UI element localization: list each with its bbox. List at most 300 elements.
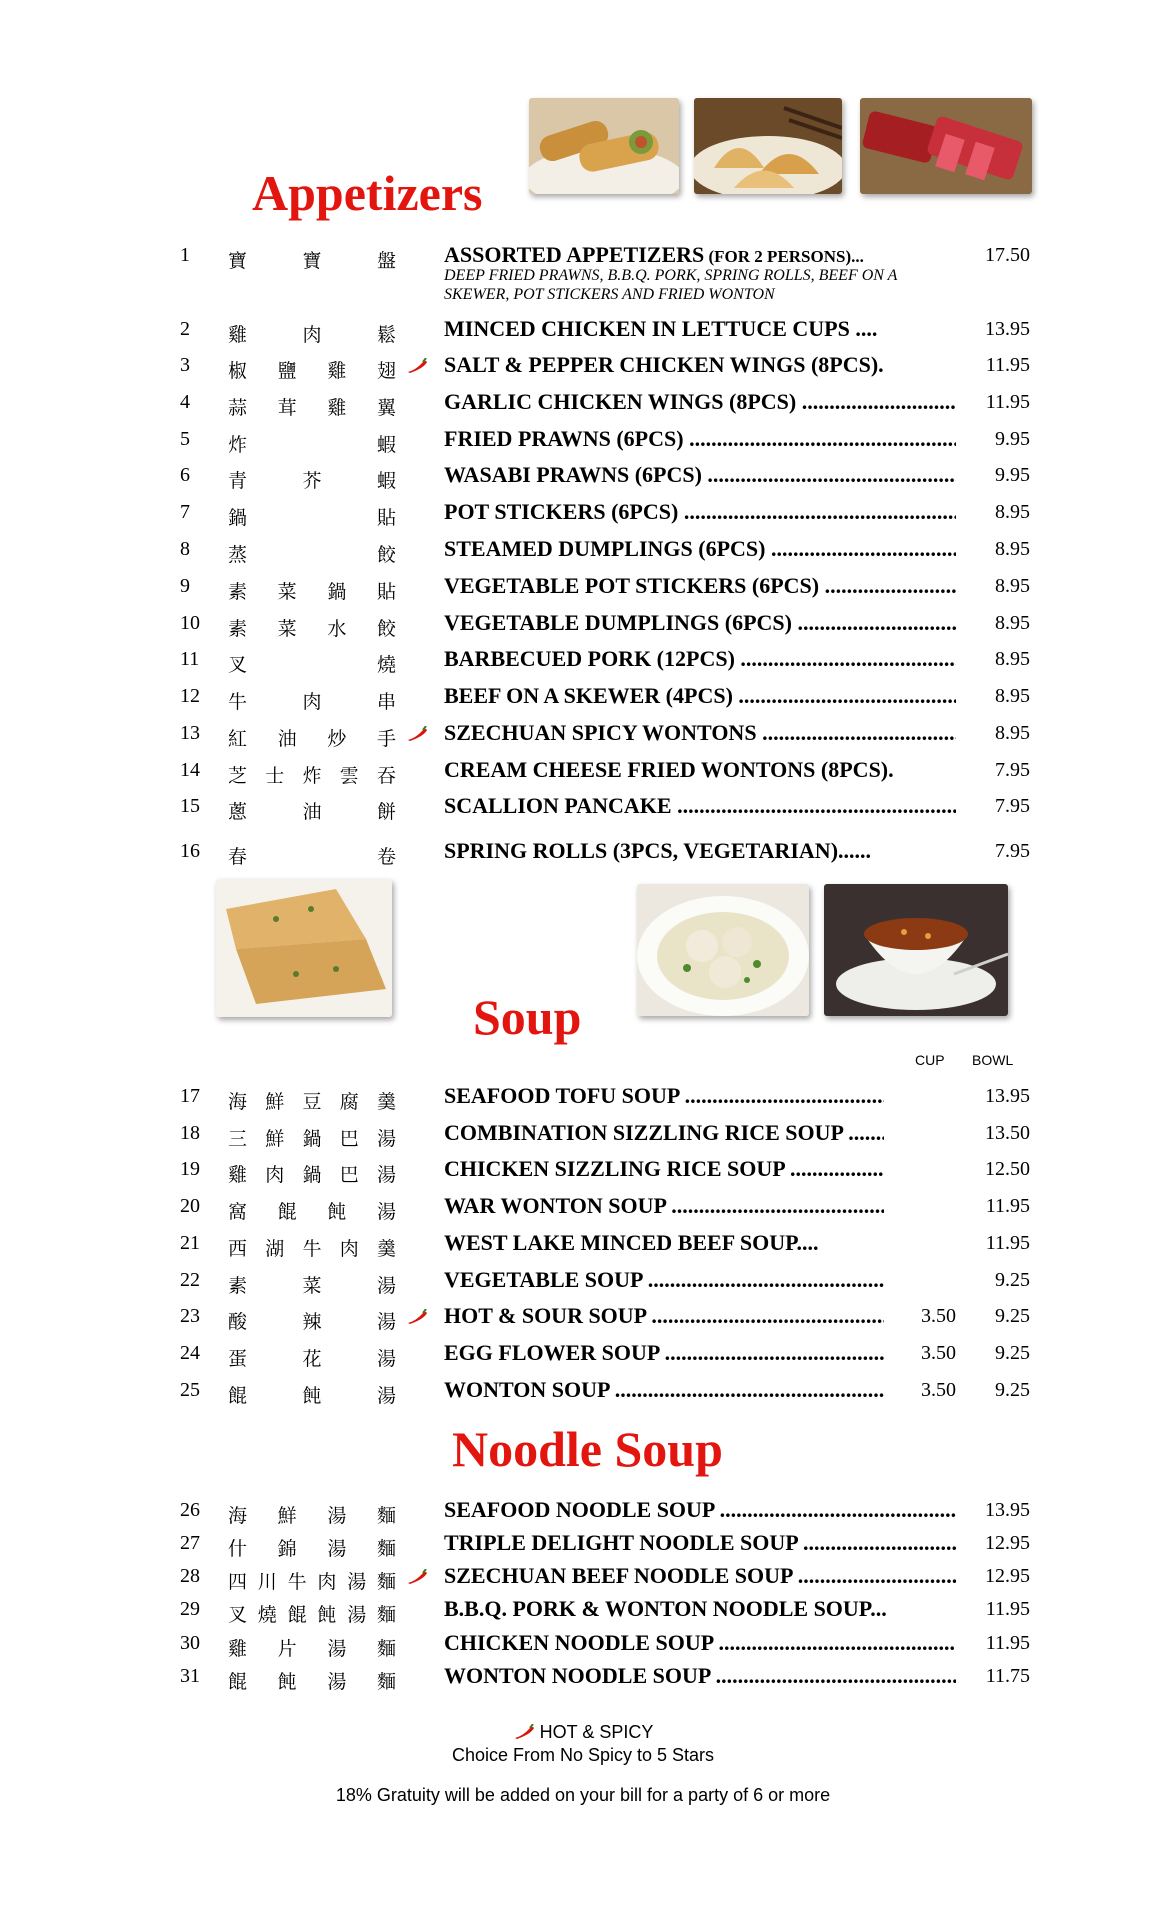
chinese-character: 窩	[228, 1201, 248, 1223]
chinese-name	[228, 1197, 396, 1224]
item-price: 9.25	[995, 1379, 1030, 1401]
chinese-character: 炸	[302, 765, 322, 787]
cup-price: 3.50	[921, 1342, 956, 1364]
item-number: 17	[180, 1085, 200, 1107]
item-name-text: SALT & PEPPER CHICKEN WINGS (8PCS).	[444, 352, 884, 377]
chinese-character: 湯	[327, 1505, 347, 1527]
menu-item-row	[180, 1530, 1030, 1564]
item-name	[444, 793, 956, 819]
chinese-character: 巴	[339, 1164, 359, 1186]
item-number: 14	[180, 759, 200, 781]
chinese-character: 湯	[376, 1311, 396, 1333]
menu-item-row	[180, 426, 1030, 460]
item-name	[444, 499, 956, 525]
chinese-character: 飩	[277, 1671, 297, 1693]
item-name	[444, 757, 956, 783]
item-name-text: EGG FLOWER SOUP	[444, 1340, 660, 1365]
item-price: 7.95	[995, 840, 1030, 862]
item-number: 25	[180, 1379, 200, 1401]
chinese-character: 餛	[287, 1604, 307, 1626]
menu-item-row	[180, 1120, 1030, 1154]
menu-item-row	[180, 573, 1030, 607]
chinese-character: 西	[228, 1238, 248, 1260]
chinese-character: 錦	[277, 1538, 297, 1560]
item-name	[444, 1340, 884, 1366]
chinese-character: 湯	[376, 1164, 396, 1186]
chinese-name	[228, 1307, 396, 1334]
item-name	[444, 646, 956, 672]
item-number: 22	[180, 1269, 200, 1291]
item-name	[444, 389, 956, 415]
menu-item-row	[180, 462, 1030, 496]
chinese-character: 叉	[228, 654, 248, 676]
chinese-character: 酸	[228, 1311, 248, 1333]
item-description: DEEP FRIED PRAWNS, B.B.Q. PORK, SPRING ROLLS, BEEF ON A SKEWER, POT STICKERS AND FRIED WONTON	[444, 267, 898, 303]
chinese-character: 鹽	[277, 360, 297, 382]
menu-item-row	[180, 536, 1030, 570]
chinese-character: 菜	[302, 1275, 322, 1297]
item-price: 9.95	[995, 428, 1030, 450]
menu-item-row	[180, 1663, 1030, 1697]
bowl-column-header: BOWL	[972, 1052, 1014, 1068]
menu-item-row	[180, 316, 1030, 350]
chinese-character: 巴	[339, 1128, 359, 1150]
chinese-character: 寶	[228, 250, 248, 272]
menu-item-row	[180, 1230, 1030, 1264]
item-name-text: VEGETABLE POT STICKERS (6PCS)	[444, 573, 820, 598]
chinese-name	[228, 650, 396, 677]
menu-item-row	[180, 242, 1030, 303]
chinese-character: 餃	[376, 544, 396, 566]
chinese-character: 芝	[228, 765, 248, 787]
chinese-character: 鍋	[327, 581, 347, 603]
cup-price: 3.50	[921, 1379, 956, 1401]
item-name-text: SZECHUAN BEEF NOODLE SOUP	[444, 1563, 793, 1588]
item-number: 29	[180, 1598, 200, 1620]
item-number: 6	[180, 464, 190, 486]
chinese-character: 肉	[317, 1571, 337, 1593]
chinese-character: 飩	[317, 1604, 337, 1626]
menu-item-row	[180, 352, 1030, 386]
menu-item-row	[180, 1596, 1030, 1630]
chinese-character: 蒜	[228, 397, 248, 419]
menu-item-row	[180, 1303, 1030, 1337]
chinese-character: 蛋	[228, 1348, 248, 1370]
item-number: 8	[180, 538, 190, 560]
chinese-character: 雞	[228, 1164, 248, 1186]
item-name	[444, 1663, 956, 1689]
chinese-character: 餛	[228, 1671, 248, 1693]
item-number: 16	[180, 840, 200, 862]
chinese-name	[228, 356, 396, 383]
chinese-character: 牛	[302, 1238, 322, 1260]
chinese-name	[228, 430, 396, 457]
item-name-text: SCALLION PANCAKE	[444, 793, 672, 818]
chinese-character: 麵	[376, 1638, 396, 1660]
chinese-character: 燒	[257, 1604, 277, 1626]
item-price: 13.95	[985, 318, 1030, 340]
chinese-name	[228, 1124, 396, 1151]
chinese-name	[228, 1234, 396, 1261]
chinese-character: 鮮	[277, 1505, 297, 1527]
item-name-text: GARLIC CHICKEN WINGS (8PCS)	[444, 389, 797, 414]
item-number: 23	[180, 1305, 200, 1327]
item-price: 8.95	[995, 722, 1030, 744]
chinese-character: 春	[228, 846, 248, 868]
item-name-text: WASABI PRAWNS (6PCS)	[444, 462, 702, 487]
chinese-character: 翅	[376, 360, 396, 382]
item-number: 20	[180, 1195, 200, 1217]
chinese-character: 貼	[376, 507, 396, 529]
item-number: 2	[180, 318, 190, 340]
item-name	[444, 1156, 884, 1182]
chinese-name	[228, 724, 396, 751]
item-price: 11.95	[985, 391, 1030, 413]
chinese-character: 士	[265, 765, 285, 787]
chinese-character: 鮮	[265, 1091, 285, 1113]
chinese-character: 蔥	[228, 801, 248, 823]
gratuity-note: 18% Gratuity will be added on your bill for a party of 6 or more	[335, 1785, 831, 1805]
item-name-text: BARBECUED PORK (12PCS)	[444, 646, 735, 671]
chinese-character: 素	[228, 581, 248, 603]
item-price: 7.95	[995, 795, 1030, 817]
item-name	[444, 1563, 956, 1589]
chinese-character: 湯	[327, 1538, 347, 1560]
chinese-character: 麵	[376, 1604, 396, 1626]
chinese-name	[228, 687, 396, 714]
chinese-character: 鍋	[228, 507, 248, 529]
chinese-name	[228, 614, 396, 641]
chinese-character: 鮮	[265, 1128, 285, 1150]
chinese-character: 羹	[376, 1238, 396, 1260]
chinese-character: 牛	[228, 691, 248, 713]
chinese-character: 餛	[277, 1201, 297, 1223]
chinese-name	[228, 1634, 396, 1661]
chinese-character: 肉	[302, 691, 322, 713]
item-price: 12.95	[985, 1532, 1030, 1554]
chinese-character: 素	[228, 1275, 248, 1297]
item-price: 9.25	[995, 1269, 1030, 1291]
menu-item-row	[180, 610, 1030, 644]
chinese-character: 片	[277, 1638, 297, 1660]
item-name	[444, 1120, 884, 1146]
item-name-text: MINCED CHICKEN IN LETTUCE CUPS ....	[444, 316, 878, 341]
chinese-character: 湯	[376, 1385, 396, 1407]
chinese-character: 肉	[339, 1238, 359, 1260]
chinese-name	[228, 797, 396, 824]
item-name	[444, 1530, 956, 1556]
chinese-character: 羹	[376, 1091, 396, 1113]
item-name-text: BEEF ON A SKEWER (4PCS)	[444, 683, 733, 708]
chinese-character: 鍋	[302, 1128, 322, 1150]
chinese-name	[228, 761, 396, 788]
menu-item-row	[180, 1193, 1030, 1227]
hot-spicy-label: HOT & SPICY	[539, 1722, 654, 1742]
chinese-character: 盤	[376, 250, 396, 272]
chili-pepper-icon	[406, 1569, 428, 1585]
item-name-text: B.B.Q. PORK & WONTON NOODLE SOUP...	[444, 1596, 887, 1621]
item-name	[444, 1083, 884, 1109]
menu-item-row	[180, 1630, 1030, 1664]
menu-item-row	[180, 793, 1030, 827]
item-number: 31	[180, 1665, 200, 1687]
item-name-text: WONTON NOODLE SOUP	[444, 1663, 711, 1688]
chinese-character: 翼	[376, 397, 396, 419]
chinese-character: 椒	[228, 360, 248, 382]
item-name	[444, 1630, 956, 1656]
chinese-character: 卷	[376, 846, 396, 868]
item-name	[444, 1193, 884, 1219]
menu-item-row	[180, 389, 1030, 423]
chinese-name	[228, 1344, 396, 1371]
item-price: 8.95	[995, 685, 1030, 707]
chinese-character: 麵	[376, 1671, 396, 1693]
chinese-character: 炒	[327, 728, 347, 750]
item-name-text: CHICKEN SIZZLING RICE SOUP	[444, 1156, 785, 1181]
item-name-text: WAR WONTON SOUP	[444, 1193, 666, 1218]
chinese-name	[228, 1160, 396, 1187]
item-name	[444, 536, 956, 562]
item-price: 12.95	[985, 1565, 1030, 1587]
item-name-text: CHICKEN NOODLE SOUP	[444, 1630, 713, 1655]
scallion-pancake-photo	[216, 879, 392, 1017]
hot-sour-soup-photo	[824, 884, 1008, 1016]
chinese-character: 貼	[376, 581, 396, 603]
chinese-character: 雞	[228, 324, 248, 346]
item-name-text: TRIPLE DELIGHT NOODLE SOUP	[444, 1530, 798, 1555]
item-number: 15	[180, 795, 200, 817]
chinese-character: 鬆	[376, 324, 396, 346]
chinese-character: 油	[302, 801, 322, 823]
chinese-character: 湯	[327, 1671, 347, 1693]
chinese-character: 麵	[376, 1571, 396, 1593]
item-price: 9.25	[995, 1342, 1030, 1364]
menu-item-row	[180, 757, 1030, 791]
chinese-character: 湯	[376, 1275, 396, 1297]
item-price: 13.95	[985, 1085, 1030, 1107]
pot-stickers-photo	[694, 98, 842, 194]
chinese-name	[228, 1087, 396, 1114]
item-number: 19	[180, 1158, 200, 1180]
chinese-name	[228, 540, 396, 567]
chinese-character: 麵	[376, 1538, 396, 1560]
chinese-character: 素	[228, 618, 248, 640]
menu-item-row	[180, 1497, 1030, 1531]
item-name	[444, 1377, 884, 1403]
chinese-character: 蝦	[376, 434, 396, 456]
menu-item-row	[180, 1340, 1030, 1374]
item-number: 7	[180, 501, 190, 523]
spring-rolls-photo	[529, 98, 679, 194]
item-name-text: COMBINATION SIZZLING RICE SOUP	[444, 1120, 843, 1145]
item-name	[444, 838, 956, 864]
chinese-character: 鍋	[302, 1164, 322, 1186]
item-name-text: WEST LAKE MINCED BEEF SOUP....	[444, 1230, 819, 1255]
item-number: 30	[180, 1632, 200, 1654]
menu-item-row	[180, 1563, 1030, 1597]
item-number: 3	[180, 354, 190, 376]
chinese-character: 肉	[302, 324, 322, 346]
chinese-character: 手	[376, 728, 396, 750]
item-name-text: STEAMED DUMPLINGS (6PCS)	[444, 536, 766, 561]
item-number: 13	[180, 722, 200, 744]
item-number: 9	[180, 575, 190, 597]
item-price: 8.95	[995, 612, 1030, 634]
chinese-name	[228, 320, 396, 347]
item-name-text: VEGETABLE DUMPLINGS (6PCS)	[444, 610, 792, 635]
chinese-name	[228, 246, 396, 273]
item-price: 8.95	[995, 501, 1030, 523]
item-name	[444, 573, 956, 599]
chinese-character: 川	[257, 1571, 277, 1593]
menu-item-row	[180, 720, 1030, 754]
item-number: 28	[180, 1565, 200, 1587]
item-number: 27	[180, 1532, 200, 1554]
item-name-text: VEGETABLE SOUP	[444, 1267, 643, 1292]
chinese-character: 雲	[339, 765, 359, 787]
item-number: 26	[180, 1499, 200, 1521]
chinese-name	[228, 577, 396, 604]
chinese-name	[228, 1567, 396, 1594]
chinese-character: 青	[228, 470, 248, 492]
chinese-character: 豆	[302, 1091, 322, 1113]
item-price: 11.95	[985, 1232, 1030, 1254]
item-number: 1	[180, 244, 190, 266]
chinese-character: 燒	[376, 654, 396, 676]
menu-item-row	[180, 499, 1030, 533]
item-name	[444, 1303, 884, 1329]
item-name	[444, 462, 956, 488]
item-name-text: SEAFOOD NOODLE SOUP	[444, 1497, 715, 1522]
chinese-name	[228, 503, 396, 530]
item-name	[444, 426, 956, 452]
chinese-character: 油	[277, 728, 297, 750]
item-name	[444, 720, 956, 746]
item-name	[444, 1230, 884, 1256]
chinese-name	[228, 1600, 396, 1627]
item-name-text: SPRING ROLLS (3PCS, VEGETARIAN)......	[444, 838, 872, 863]
chinese-character: 三	[228, 1128, 248, 1150]
item-number: 4	[180, 391, 190, 413]
item-number: 21	[180, 1232, 200, 1254]
item-name	[444, 683, 956, 709]
chinese-name	[228, 1667, 396, 1694]
chili-pepper-icon	[406, 726, 428, 742]
item-price: 11.95	[985, 1598, 1030, 1620]
item-price: 13.50	[985, 1122, 1030, 1144]
item-name	[444, 316, 956, 342]
chinese-character: 紅	[228, 728, 248, 750]
item-name-text: CREAM CHEESE FRIED WONTONS (8PCS).	[444, 757, 894, 782]
chinese-character: 花	[302, 1348, 322, 1370]
item-name	[444, 1497, 956, 1523]
chinese-name	[228, 466, 396, 493]
chinese-name	[228, 842, 396, 869]
item-price: 11.95	[985, 1632, 1030, 1654]
chinese-name	[228, 393, 396, 420]
item-price: 17.50	[985, 244, 1030, 266]
item-price: 9.25	[995, 1305, 1030, 1327]
item-name-text: HOT & SOUR SOUP	[444, 1303, 646, 1328]
item-price: 11.95	[985, 354, 1030, 376]
chinese-character: 餃	[376, 618, 396, 640]
soup-title: Soup	[473, 989, 582, 1045]
spicy-choice-note: Choice From No Spicy to 5 Stars	[451, 1745, 715, 1765]
chinese-character: 海	[228, 1505, 248, 1527]
chinese-character: 蒸	[228, 544, 248, 566]
item-name-text: ASSORTED APPETIZERS	[444, 242, 705, 267]
chili-pepper-icon	[406, 1309, 428, 1325]
item-price: 7.95	[995, 759, 1030, 781]
item-name-text: WONTON SOUP	[444, 1377, 610, 1402]
chinese-character: 湯	[376, 1348, 396, 1370]
item-number: 10	[180, 612, 200, 634]
chili-pepper-icon	[406, 358, 428, 374]
chinese-character: 肉	[265, 1164, 285, 1186]
chinese-name	[228, 1271, 396, 1298]
menu-item-row	[180, 646, 1030, 680]
item-price: 13.95	[985, 1499, 1030, 1521]
noodle-soup-title: Noodle Soup	[452, 1421, 723, 1477]
item-name-text: FRIED PRAWNS (6PCS)	[444, 426, 684, 451]
item-name	[444, 352, 956, 378]
chinese-character: 湯	[376, 1201, 396, 1223]
item-number: 12	[180, 685, 200, 707]
chinese-character: 菜	[277, 618, 297, 640]
item-number: 5	[180, 428, 190, 450]
chinese-name	[228, 1381, 396, 1408]
item-number: 24	[180, 1342, 200, 1364]
chinese-character: 湖	[265, 1238, 285, 1260]
chinese-character: 湯	[347, 1571, 367, 1593]
item-price: 8.95	[995, 648, 1030, 670]
chinese-character: 芥	[302, 470, 322, 492]
item-name-text: POT STICKERS (6PCS)	[444, 499, 679, 524]
item-name	[444, 1596, 956, 1622]
chinese-character: 吞	[376, 765, 396, 787]
chinese-character: 湯	[347, 1604, 367, 1626]
chinese-character: 蝦	[376, 470, 396, 492]
chinese-character: 雞	[228, 1638, 248, 1660]
chinese-character: 辣	[302, 1311, 322, 1333]
item-name-extra: (FOR 2 PERSONS)...	[704, 247, 864, 266]
chinese-character: 四	[228, 1571, 248, 1593]
item-name	[444, 610, 956, 636]
menu-item-row	[180, 1377, 1030, 1411]
chinese-character: 麵	[376, 1505, 396, 1527]
chinese-character: 海	[228, 1091, 248, 1113]
chinese-character: 炸	[228, 434, 248, 456]
menu-item-row	[180, 1267, 1030, 1301]
menu-item-row	[180, 838, 1030, 872]
chinese-character: 叉	[228, 1604, 248, 1626]
hot-spicy-legend	[0, 1722, 1166, 1743]
chinese-character: 什	[228, 1538, 248, 1560]
chinese-character: 飩	[302, 1385, 322, 1407]
chinese-character: 湯	[327, 1638, 347, 1660]
item-name-text: SEAFOOD TOFU SOUP	[444, 1083, 680, 1108]
chinese-character: 雞	[327, 360, 347, 382]
chinese-character: 茸	[277, 397, 297, 419]
wonton-soup-photo	[637, 884, 809, 1016]
chinese-character: 水	[327, 618, 347, 640]
chili-pepper-icon	[513, 1724, 535, 1740]
item-price: 12.50	[985, 1158, 1030, 1180]
menu-item-row	[180, 1156, 1030, 1190]
item-name-text: SZECHUAN SPICY WONTONS	[444, 720, 757, 745]
item-price: 11.95	[985, 1195, 1030, 1217]
item-name	[444, 242, 956, 268]
